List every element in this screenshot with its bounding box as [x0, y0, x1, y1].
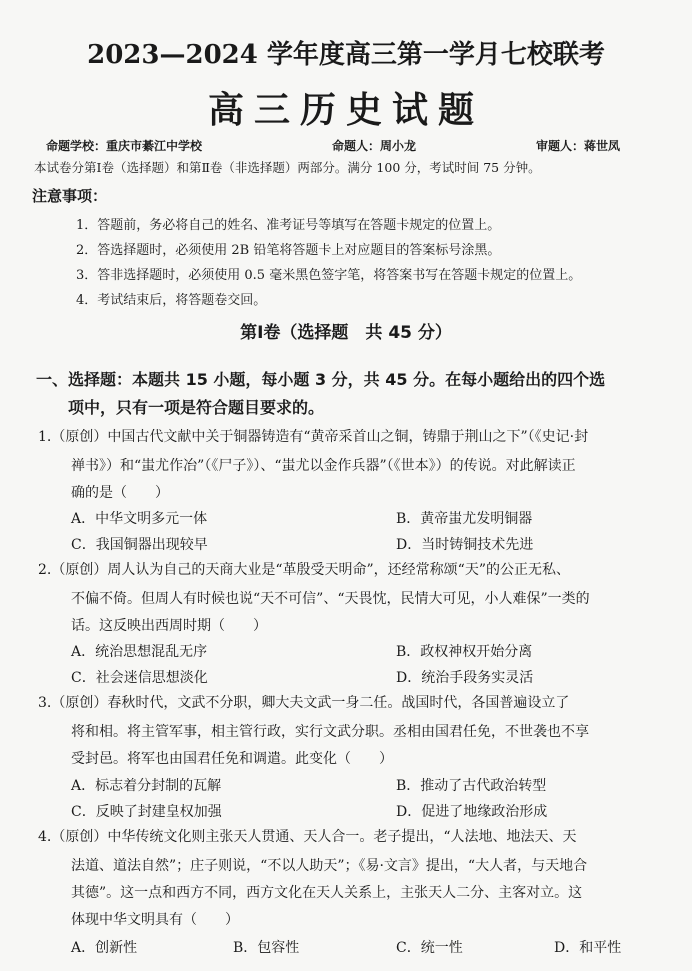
question-4-line2: 法道、道法自然”；庄子则说，“不以人助天”；《易·文言》提出，“大人者，与天地合	[71, 858, 588, 874]
question-3-line3: 受封邑。将军也由国君任免和调遣。此变化（ ）	[71, 751, 393, 767]
notice-item: 3．答非选择题时，必须使用 0.5 毫米黑色签字笔，将答案书写在答题卡规定的位置上。	[76, 268, 582, 283]
reviewer-name: 审题人：蒋世凤	[536, 139, 621, 153]
exam-intro: 本试卷分第Ⅰ卷（选择题）和第Ⅱ卷（非选择题）两部分。满分 100 分，考试时间 75 分钟。	[34, 160, 541, 175]
question-3-option-d: D．促进了地缘政治形成	[396, 804, 548, 820]
question-4-option-d: D．和平性	[554, 940, 622, 956]
question-1-option-b: B．黄帝蚩尤发明铜器	[396, 511, 533, 527]
exam-title-line1: 2023—2024 学年度高三第一学月七校联考	[87, 40, 605, 70]
question-3-option-b: B．推动了古代政治转型	[396, 778, 547, 794]
question-3-line1: 3.（原创）春秋时代，文武不分职，卿大夫文武一身二任。战国时代，各国普遍设立了	[38, 695, 570, 711]
question-1-option-d: D．当时铸铜技术先进	[396, 537, 534, 553]
question-2-line2: 不偏不倚。但周人有时候也说“天不可信”、“天畏忱，民情大可见，小人难保”一类的	[71, 591, 590, 607]
question-4-line4: 体现中华文明具有（ ）	[71, 912, 239, 928]
setting-school: 命题学校：重庆市綦江中学校	[46, 139, 203, 153]
question-1-line2: 禅书》）和“蚩尤作冶”（《尸子》）、“蚩尤以金作兵器”（《世本》）的传说。对此解读正	[71, 458, 576, 474]
question-3-line2: 将和相。将主管军事，相主管行政，实行文武分职。丞相由国君任免，不世袭也不享	[71, 724, 589, 740]
notice-item: 4．考试结束后，将答题卷交回。	[76, 293, 267, 308]
notice-item: 2．答选择题时，必须使用 2B 铅笔将答题卡上对应题目的答案标号涂黑。	[76, 243, 501, 258]
question-4-line1: 4.（原创）中华传统文化则主张天人贯通、天人合一。老子提出，“人法地、地法天、天	[38, 829, 577, 845]
question-2-option-c: C．社会迷信思想淡化	[71, 670, 208, 686]
question-1-option-a: A．中华文明多元一体	[71, 511, 208, 527]
notice-title: 注意事项：	[32, 187, 108, 205]
question-2-option-a: A．统治思想混乱无序	[71, 644, 208, 660]
setter-name: 命题人：周小龙	[332, 139, 417, 153]
question-1-line1: 1.（原创）中国古代文献中关于铜器铸造有“黄帝采首山之铜，铸鼎于荆山之下”（《史记·封	[38, 429, 589, 445]
question-3-option-a: A．标志着分封制的瓦解	[71, 778, 222, 794]
question-2-option-b: B．政权神权开始分离	[396, 644, 533, 660]
section-title: 第Ⅰ卷（选择题 共 45 分）	[240, 323, 452, 343]
question-4-option-a: A．创新性	[71, 940, 138, 956]
question-2-line3: 话。这反映出西周时期（ ）	[71, 618, 267, 634]
question-2-option-d: D．统治手段务实灵活	[396, 670, 534, 686]
question-1-option-c: C．我国铜器出现较早	[71, 537, 208, 553]
question-1-line3: 确的是（ ）	[71, 485, 169, 501]
question-2-line1: 2.（原创）周人认为自己的天商大业是“革殷受天明命”，还经常称颂“天”的公正无私、	[38, 562, 570, 578]
question-4-option-b: B．包容性	[233, 940, 300, 956]
notice-item: 1．答题前，务必将自己的姓名、准考证号等填写在答题卡规定的位置上。	[76, 218, 501, 233]
question-3-option-c: C．反映了封建皇权加强	[71, 804, 222, 820]
exam-title-line2: 高三历史试题	[207, 90, 484, 131]
question-4-option-c: C．统一性	[396, 940, 463, 956]
part-instruction-line2: 项中，只有一项是符合题目要求的。	[68, 398, 325, 417]
part-instruction-line1: 一、选择题：本题共 15 小题，每小题 3 分，共 45 分。在每小题给出的四个选	[36, 370, 606, 389]
question-4-line3: 其德”。这一点和西方不同，西方文化在天人关系上，主张天人二分、主客对立。这	[71, 885, 583, 901]
